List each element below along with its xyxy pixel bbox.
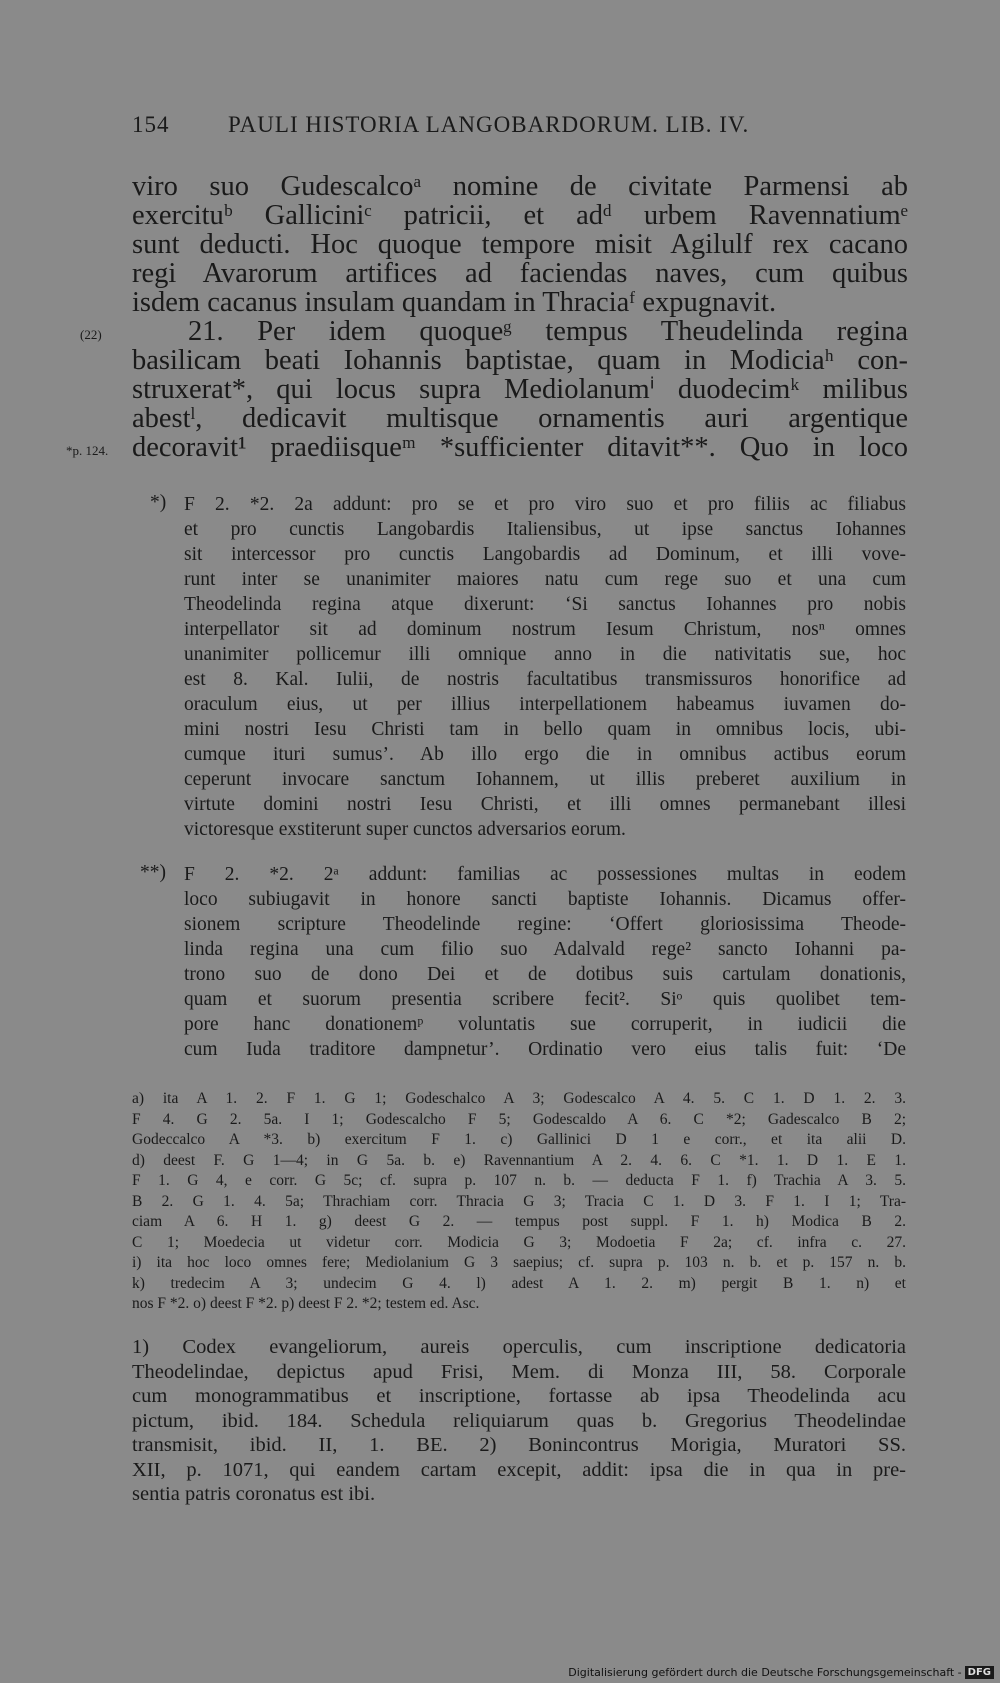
note-line: interpellator sit ad dominum nostrum Iesum Christum, nosⁿ omnes	[184, 619, 906, 640]
note-line: unanimiter pollicemur illi omnique anno in die nativitatis sue, hoc	[184, 644, 906, 665]
note-line: trono suo de dono Dei et de dotibus suis cartulam donationis,	[184, 964, 906, 985]
main-text-line: basilicam beati Iohannis baptistae, quam in Modiciaʰ con-	[132, 346, 908, 375]
note-line: mini nostri Iesu Christi tam in bello quam in omnibus locis, ubi-	[184, 719, 906, 740]
footnotes	[132, 1335, 906, 1507]
note-line: cum Iuda traditore dampnetur’. Ordinatio vero eius talis fuit: ‘De	[184, 1039, 906, 1060]
note-line: runt inter se unanimiter maiores natu cum rege suo et una cum	[184, 569, 906, 590]
main-text-line: regi Avarorum artifices ad faciendas naves, cum quibus	[132, 259, 908, 288]
footnote-line: XII, p. 1071, qui eandem cartam excepit, addit: ipsa die in qua in pre-	[132, 1458, 906, 1481]
credit-text: Digitalisierung gefördert durch die Deutsche Forschungsgemeinschaft -	[568, 1666, 962, 1679]
note-line: ceperunt invocare sanctum Iohannem, ut illis preberet auxilium in	[184, 769, 906, 790]
main-text-line: viro suo Gudescalcoᵃ nomine de civitate Parmensi ab	[132, 172, 908, 201]
note-double-asterisk	[184, 862, 906, 1062]
note-line: cumque ituri sumus’. Ab illo ergo die in omnibus actibus eorum	[184, 744, 906, 765]
page-number: 154	[132, 112, 170, 137]
apparatus-line: d) deest F. G 1—4; in G 5a. b. e) Ravennantium A 2. 4. 6. C *1. 1. D 1. E 1.	[132, 1151, 906, 1169]
main-text-line: isdem cacanus insulam quandam in Thraciaᶠ expugnavit.	[132, 288, 777, 317]
running-title: PAULI HISTORIA LANGOBARDORUM. LIB. IV.	[228, 112, 750, 137]
apparatus-line: C 1; Moedecia ut videtur corr. Modicia G 3; Modoetia F 2a; cf. infra c. 27.	[132, 1233, 906, 1251]
note-marker-double: **)	[140, 862, 166, 883]
main-text-line: exercituᵇ Galliciniᶜ patricii, et adᵈ urbem Ravennatiumᵉ	[132, 201, 908, 230]
note-line: pore hanc donationemᵖ voluntatis sue corruperit, in iudicii die	[184, 1014, 906, 1035]
note-line: Theodelinda regina atque dixerunt: ‘Si sanctus Iohannes pro nobis	[184, 594, 906, 615]
note-line: virtute domini nostri Iesu Christi, et illi omnes permanebant illesi	[184, 794, 906, 815]
note-line: F 2. *2. 2ᵃ addunt: familias ac possessiones multas in eodem	[184, 864, 906, 885]
apparatus-line: a) ita A 1. 2. F 1. G 1; Godeschalco A 3; Godescalco A 4. 5. C 1. D 1. 2. 3.	[132, 1090, 906, 1107]
chapter-reference: (22)	[80, 327, 102, 342]
note-line: et pro cunctis Langobardis Italiensibus, ut ipse sanctus Iohannes	[184, 519, 906, 540]
note-line: victoresque exstiterunt super cunctos adversarios eorum.	[184, 819, 626, 840]
apparatus-line: F 4. G 2. 5a. I 1; Godescalcho F 5; Godescaldo A 6. C *2; Gadescalco B 2;	[132, 1110, 906, 1128]
main-text-line: abestˡ, dedicavit multisque ornamentis auri argentique	[132, 404, 908, 433]
footnote-line: sentia patris coronatus est ibi.	[132, 1483, 376, 1505]
main-text-line: 21. Per idem quoqueᵍ tempus Theudelinda regina	[188, 317, 908, 346]
note-line: linda regina una cum filio suo Adalvald rege² sancto Iohanni pa-	[184, 939, 906, 960]
note-line: est 8. Kal. Iulii, de nostris facultatibus transmissuros honorifice ad	[184, 669, 906, 690]
note-line: loco subiugavit in honore sancti baptiste Iohannis. Dicamus offer-	[184, 889, 906, 910]
note-line: sit intercessor pro cunctis Langobardis ad Dominum, et illi vove-	[184, 544, 906, 565]
critical-apparatus	[132, 1089, 906, 1315]
note-single-asterisk	[184, 492, 906, 842]
note-line: F 2. *2. 2a addunt: pro se et pro viro suo et pro filiis ac filiabus	[184, 494, 906, 515]
note-line: sionem scripture Theodelinde regine: ‘Offert gloriosissima Theode-	[184, 914, 906, 935]
dfg-logo: DFG	[965, 1666, 994, 1679]
page-reference: *p. 124.	[66, 443, 109, 458]
note-marker-single: *)	[150, 492, 167, 513]
footnote-line: 1) Codex evangeliorum, aureis operculis, cum inscriptione dedicatoria	[132, 1336, 906, 1358]
apparatus-line: nos F *2. o) deest F *2. p) deest F 2. *2; testem ed. Asc.	[132, 1295, 480, 1312]
main-text	[132, 172, 908, 462]
apparatus-line: k) tredecim A 3; undecim G 4. l) adest A 1. 2. m) pergit B 1. n) et	[132, 1274, 906, 1292]
main-text-line: struxerat*, qui locus supra Mediolanumⁱ duodecimᵏ milibus	[132, 375, 908, 404]
note-line: quam et suorum presentia scribere fecit². Siᵒ quis quolibet tem-	[184, 989, 906, 1010]
apparatus-line: ciam A 6. H 1. g) deest G 2. — tempus post suppl. F 1. h) Modica B 2.	[132, 1213, 906, 1230]
apparatus-line: B 2. G 1. 4. 5a; Thrachiam corr. Thracia G 3; Tracia C 1. D 3. F 1. I 1; Tra-	[132, 1192, 906, 1210]
main-text-line: decoravit¹ praediisqueᵐ *sufficienter ditavit**. Quo in loco	[132, 433, 908, 462]
apparatus-line: F 1. G 4, e corr. G 5c; cf. supra p. 107 n. b. — deducta F 1. f) Trachia A 3. 5.	[132, 1172, 906, 1189]
footnote-line: Theodelindae, depictus apud Frisi, Mem. di Monza III, 58. Corporale	[132, 1360, 906, 1383]
footnote-line: transmisit, ibid. II, 1. BE. 2) Bonincontrus Morigia, Muratori SS.	[132, 1434, 906, 1456]
digitization-credit	[568, 1666, 994, 1679]
apparatus-line: i) ita hoc loco omnes fere; Mediolanium G 3 saepius; cf. supra p. 103 n. b. et p. 157 n. b.	[132, 1254, 906, 1271]
main-text-line: sunt deducti. Hoc quoque tempore misit Agilulf rex cacano	[132, 230, 908, 259]
footnote-line: pictum, ibid. 184. Schedula reliquiarum quas b. Gregorius Theodelindae	[132, 1409, 906, 1432]
note-line: oraculum eius, ut per illius interpellationem habeamus iuvamen do-	[184, 694, 906, 715]
running-header	[132, 112, 820, 138]
apparatus-line: Godeccalco A *3. b) exercitum F 1. c) Gallinici D 1 e corr., et ita alii D.	[132, 1131, 906, 1148]
footnote-line: cum monogrammatibus et inscriptione, fortasse ab ipsa Theodelinda acu	[132, 1385, 906, 1407]
